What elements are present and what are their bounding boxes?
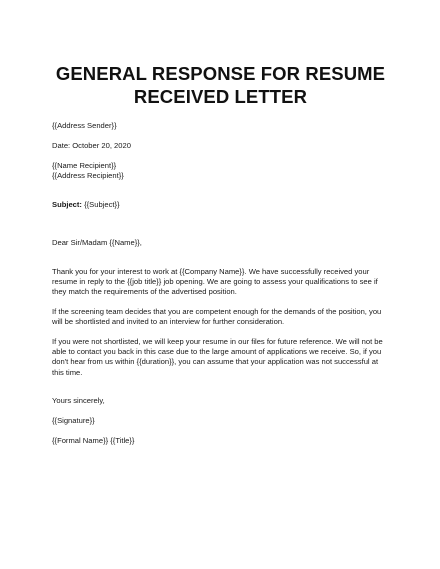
recipient-address: {{Address Recipient}} (52, 171, 124, 181)
paragraph-1 (52, 267, 390, 298)
formal-name: {{Formal Name}} {{Title}} (52, 436, 135, 445)
closing: Yours sincerely, (52, 396, 105, 405)
paragraph-1-text: Thank you for your interest to work at {{Company Name}}. We have successfully received your resume in reply to the {{job title}} job opening. We are going to assess your qualifications to see if they match the requirements of the advertised position. (52, 267, 378, 297)
signature-block (52, 416, 390, 426)
title-line-1: GENERAL RESPONSE FOR RESUME (55, 63, 386, 84)
subject-value: {{Subject}} (81, 200, 120, 209)
recipient-name: {{Name Recipient}} (52, 161, 117, 170)
paragraph-2 (52, 307, 390, 327)
sender-address-block (52, 121, 390, 131)
salutation: Dear Sir/Madam {{Name}}, (52, 238, 142, 247)
paragraph-3 (52, 337, 390, 378)
closing-block (52, 396, 390, 406)
recipient-block (52, 161, 390, 181)
letter-title (52, 0, 389, 108)
paragraph-2-text: If the screening team decides that you are competent enough for the demands of the position, you will be shortlisted and invited to an interview for further consideration. (52, 307, 382, 327)
subject-line (52, 200, 390, 210)
subject-label: Subject: (52, 200, 82, 209)
signature: {{Signature}} (52, 416, 95, 425)
salutation-block (52, 238, 390, 248)
title-line-2: RECEIVED LETTER (133, 86, 308, 107)
formal-name-block (52, 436, 390, 446)
letter-date: Date: October 20, 2020 (52, 141, 131, 150)
sender-address: {{Address Sender}} (52, 121, 117, 130)
date-block (52, 141, 390, 151)
paragraph-3-text: If you were not shortlisted, we will keep your resume in our files for future reference. We will not be able to contact you back in this case due to the large amount of applications we receive. So, if you don't hear from us within {{duration}}, you can assume that your application was not successful at this time. (52, 337, 383, 377)
